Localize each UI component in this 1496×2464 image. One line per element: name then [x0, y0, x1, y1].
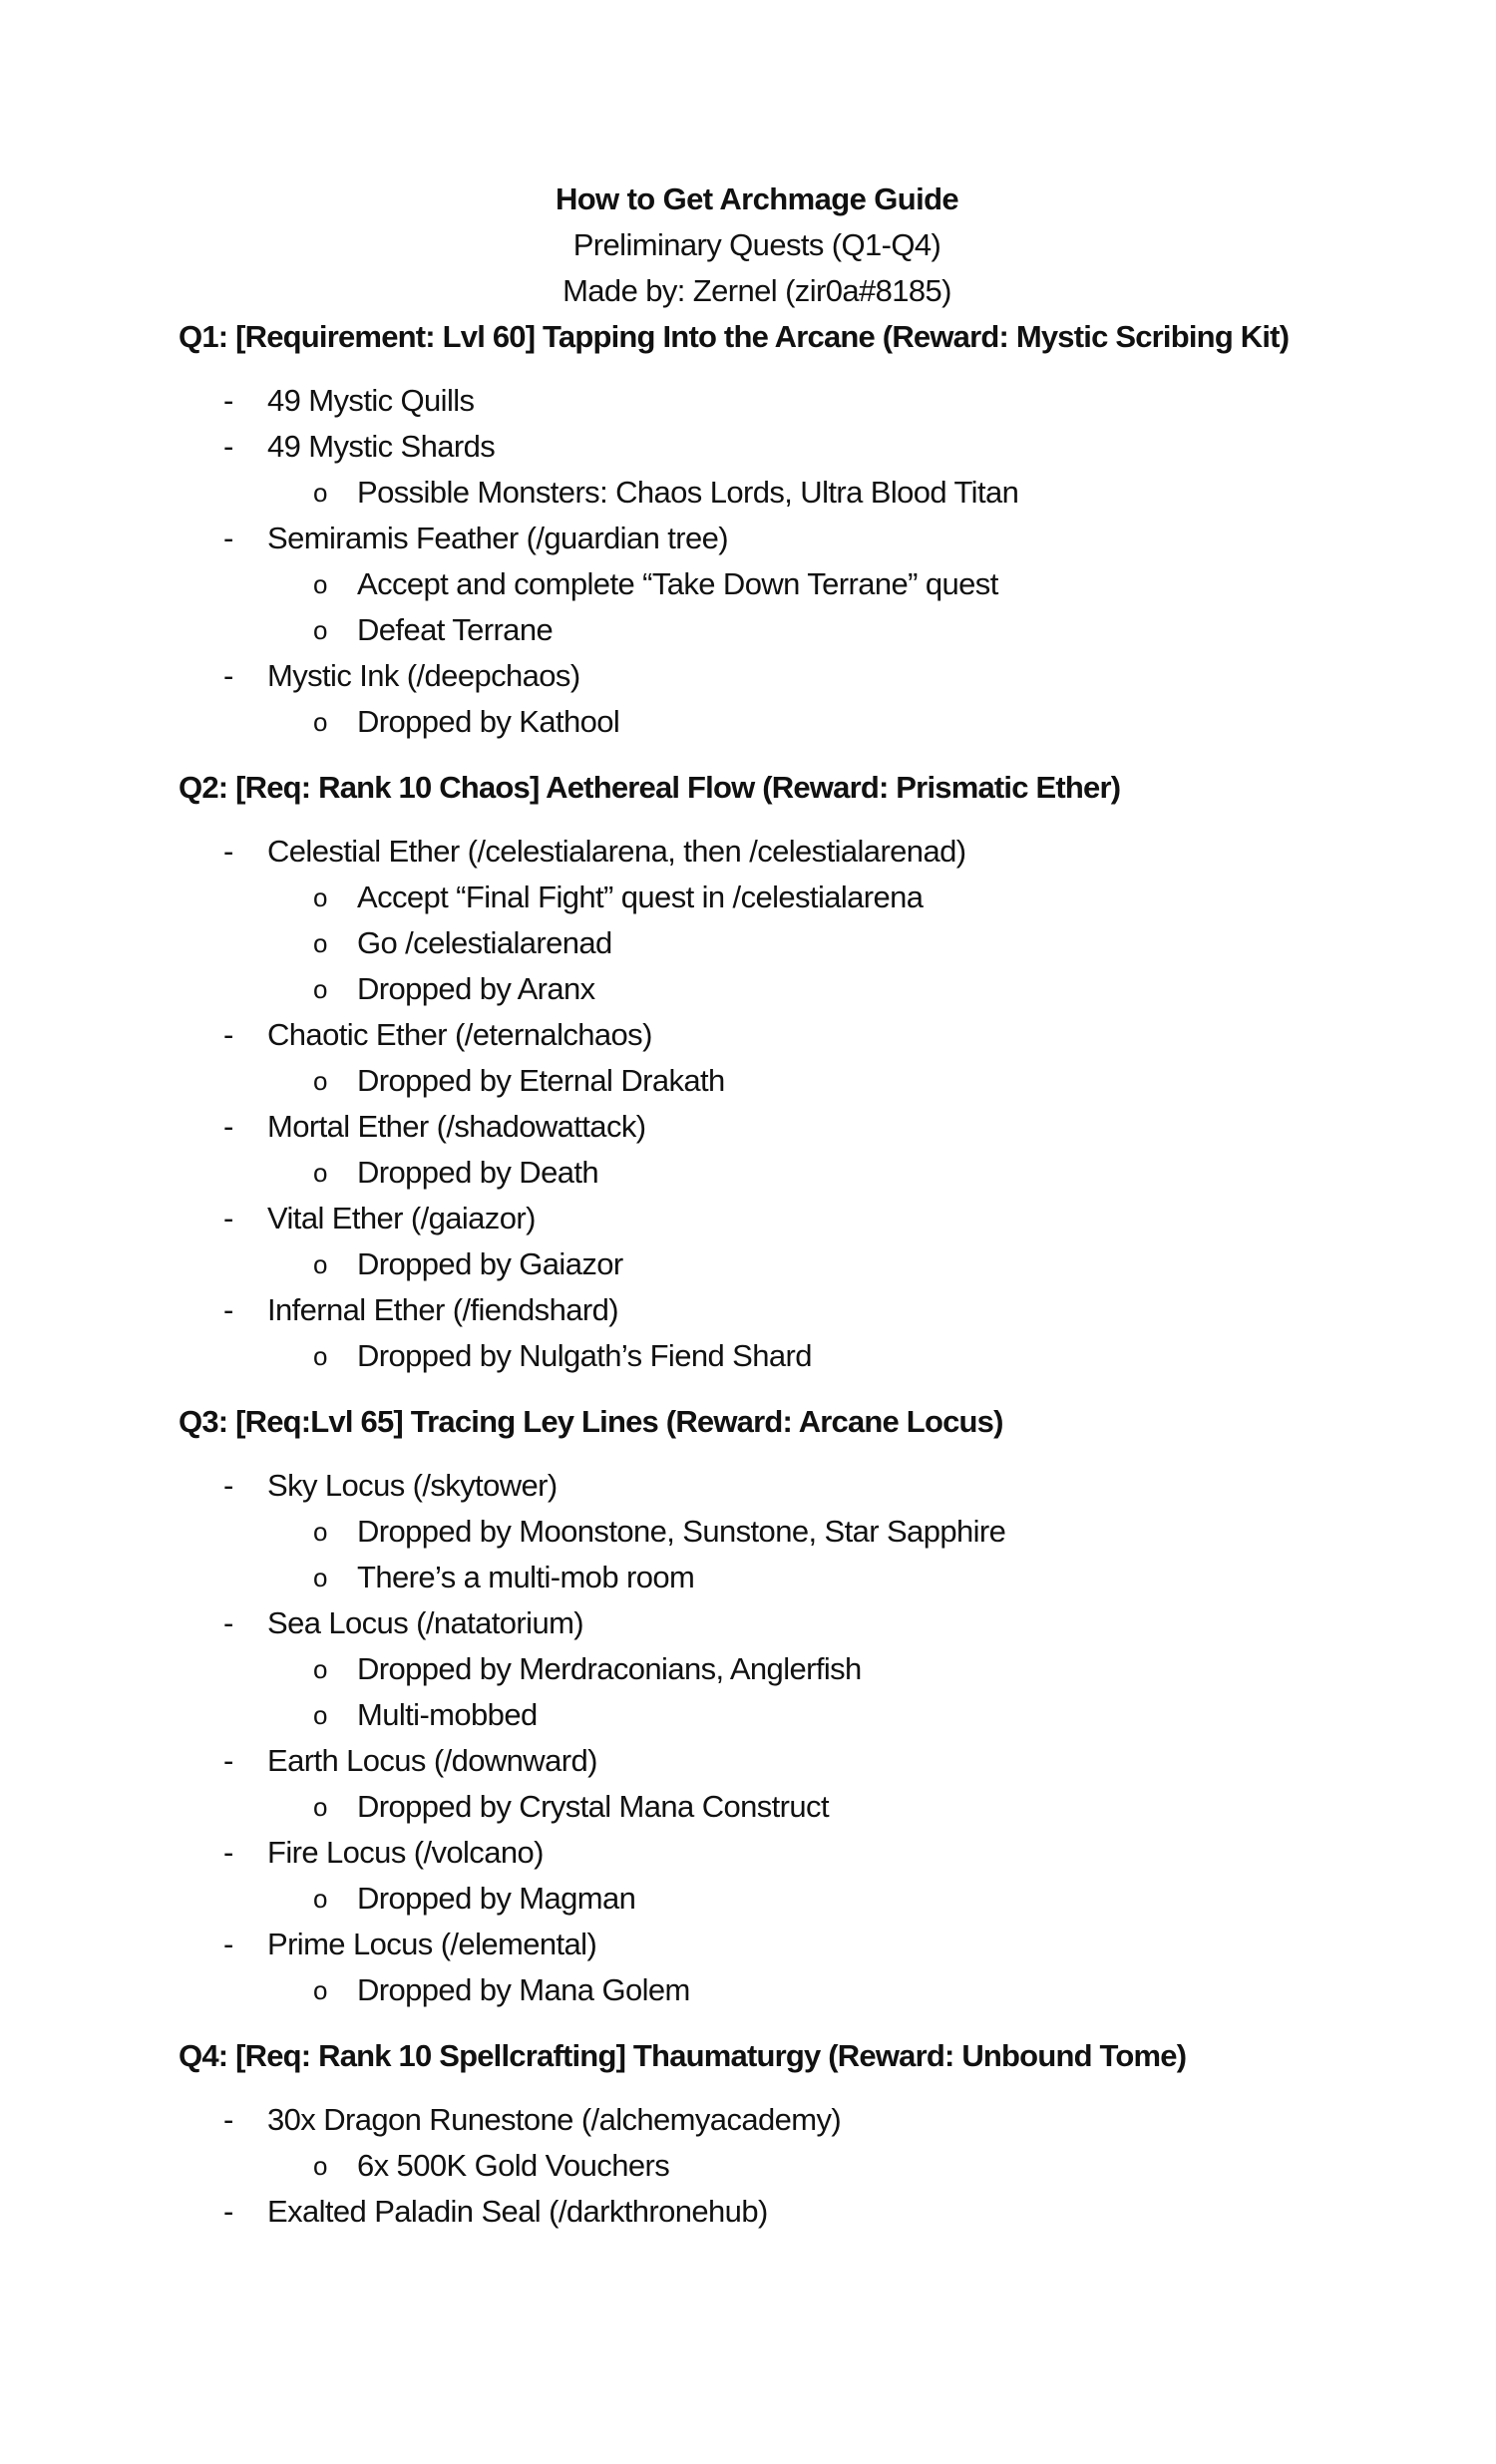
dash-bullet-icon: -	[223, 429, 233, 464]
quest-section	[179, 765, 1335, 1379]
list-item-text: Chaotic Ether (/eternalchaos)	[267, 1017, 652, 1052]
sub-list-item-text: Go /celestialarenad	[357, 925, 612, 960]
sub-list-item-text: Dropped by Merdraconians, Anglerfish	[357, 1651, 862, 1686]
circle-bullet-icon: o	[313, 569, 327, 599]
sub-list-item	[179, 1555, 1335, 1600]
list-item	[179, 1196, 1335, 1241]
dash-bullet-icon: -	[223, 2194, 233, 2229]
sub-list-item	[179, 1333, 1335, 1379]
dash-bullet-icon: -	[223, 1292, 233, 1327]
circle-bullet-icon: o	[313, 1249, 327, 1279]
dash-bullet-icon: -	[223, 658, 233, 693]
sub-list-item	[179, 875, 1335, 920]
sub-list-item-text: Dropped by Nulgath’s Fiend Shard	[357, 1338, 812, 1373]
dash-bullet-icon: -	[223, 2102, 233, 2137]
dash-bullet-icon: -	[223, 1835, 233, 1870]
list-item	[179, 829, 1335, 875]
quest-section	[179, 2033, 1335, 2235]
sub-list-item	[179, 966, 1335, 1012]
dash-bullet-icon: -	[223, 1109, 233, 1144]
sub-list-item-text: Dropped by Gaiazor	[357, 1246, 623, 1281]
list-item-text: Sky Locus (/skytower)	[267, 1468, 558, 1503]
circle-bullet-icon: o	[313, 1654, 327, 1684]
sub-list-item	[179, 470, 1335, 516]
sub-list-item-text: Dropped by Moonstone, Sunstone, Star Sapphire	[357, 1514, 1006, 1549]
list-item-text: Exalted Paladin Seal (/darkthronehub)	[267, 2194, 768, 2229]
list-item-text: Mortal Ether (/shadowattack)	[267, 1109, 646, 1144]
document-subtitle: Preliminary Quests (Q1-Q4)	[572, 227, 941, 262]
sub-list-item	[179, 1058, 1335, 1104]
sub-list-item-text: Dropped by Aranx	[357, 971, 595, 1006]
sub-list-item	[179, 1646, 1335, 1692]
quest-heading: Q3: [Req:Lvl 65] Tracing Ley Lines (Reward: Arcane Locus)	[179, 1404, 1003, 1439]
circle-bullet-icon: o	[313, 1792, 327, 1822]
circle-bullet-icon: o	[313, 1975, 327, 2005]
sub-list-item-text: Possible Monsters: Chaos Lords, Ultra Blood Titan	[357, 475, 1019, 510]
circle-bullet-icon: o	[313, 478, 327, 508]
quest-section	[179, 314, 1335, 745]
sub-list-item-text: Accept “Final Fight” quest in /celestialarena	[357, 880, 924, 914]
sub-list-item	[179, 1150, 1335, 1196]
list-item-text: Prime Locus (/elemental)	[267, 1927, 597, 1961]
list-item	[179, 378, 1335, 424]
sub-list-item-text: There’s a multi-mob room	[357, 1560, 695, 1594]
quest-heading: Q2: [Req: Rank 10 Chaos] Aethereal Flow (Reward: Prismatic Ether)	[179, 770, 1121, 805]
circle-bullet-icon: o	[313, 1341, 327, 1371]
dash-bullet-icon: -	[223, 1017, 233, 1052]
dash-bullet-icon: -	[223, 521, 233, 555]
list-item-text: Infernal Ether (/fiendshard)	[267, 1292, 618, 1327]
list-item	[179, 1012, 1335, 1058]
sub-list-item-text: Dropped by Eternal Drakath	[357, 1063, 725, 1098]
sub-list-item	[179, 1241, 1335, 1287]
dash-bullet-icon: -	[223, 1468, 233, 1503]
sub-list-item-text: 6x 500K Gold Vouchers	[357, 2148, 670, 2183]
dash-bullet-icon: -	[223, 1605, 233, 1640]
sub-list-item	[179, 1967, 1335, 2013]
list-item	[179, 516, 1335, 561]
sub-list-item	[179, 607, 1335, 653]
list-item-text: Fire Locus (/volcano)	[267, 1835, 544, 1870]
sub-list-item-text: Multi-mobbed	[357, 1697, 538, 1732]
circle-bullet-icon: o	[313, 707, 327, 737]
sub-list-item	[179, 1692, 1335, 1738]
list-item-text: 30x Dragon Runestone (/alchemyacademy)	[267, 2102, 842, 2137]
sub-list-item-text: Dropped by Death	[357, 1155, 599, 1190]
list-item	[179, 1287, 1335, 1333]
document-title: How to Get Archmage Guide	[555, 181, 959, 216]
circle-bullet-icon: o	[313, 2151, 327, 2181]
dash-bullet-icon: -	[223, 383, 233, 418]
dash-bullet-icon: -	[223, 1743, 233, 1778]
sub-list-item	[179, 699, 1335, 745]
sub-list-item-text: Dropped by Kathool	[357, 704, 620, 739]
quest-heading: Q1: [Requirement: Lvl 60] Tapping Into the Arcane (Reward: Mystic Scribing Kit)	[179, 319, 1290, 354]
requirement-list	[179, 829, 1335, 1379]
list-item-text: Earth Locus (/downward)	[267, 1743, 597, 1778]
circle-bullet-icon: o	[313, 1563, 327, 1592]
list-item-text: 49 Mystic Quills	[267, 383, 475, 418]
dash-bullet-icon: -	[223, 834, 233, 869]
requirement-list	[179, 1463, 1335, 2013]
list-item	[179, 1600, 1335, 1646]
circle-bullet-icon: o	[313, 1158, 327, 1188]
sub-list-item	[179, 920, 1335, 966]
list-item	[179, 653, 1335, 699]
document-page	[179, 176, 1335, 2235]
list-item-text: Celestial Ether (/celestialarena, then /celestialarenad)	[267, 834, 966, 869]
list-item	[179, 424, 1335, 470]
sub-list-item-text: Accept and complete “Take Down Terrane” quest	[357, 566, 998, 601]
circle-bullet-icon: o	[313, 974, 327, 1004]
list-item	[179, 2189, 1335, 2235]
list-item-text: Mystic Ink (/deepchaos)	[267, 658, 580, 693]
quest-heading: Q4: [Req: Rank 10 Spellcrafting] Thaumaturgy (Reward: Unbound Tome)	[179, 2038, 1187, 2073]
dash-bullet-icon: -	[223, 1201, 233, 1235]
circle-bullet-icon: o	[313, 882, 327, 912]
circle-bullet-icon: o	[313, 1517, 327, 1547]
list-item	[179, 1830, 1335, 1876]
list-item-text: Semiramis Feather (/guardian tree)	[267, 521, 729, 555]
list-item	[179, 1104, 1335, 1150]
list-item-text: 49 Mystic Shards	[267, 429, 496, 464]
document-author: Made by: Zernel (zir0a#8185)	[562, 273, 951, 308]
list-item	[179, 1738, 1335, 1784]
requirement-list	[179, 378, 1335, 745]
list-item-text: Vital Ether (/gaiazor)	[267, 1201, 536, 1235]
circle-bullet-icon: o	[313, 615, 327, 645]
sub-list-item	[179, 1784, 1335, 1830]
circle-bullet-icon: o	[313, 1884, 327, 1914]
sub-list-item	[179, 1876, 1335, 1922]
dash-bullet-icon: -	[223, 1927, 233, 1961]
circle-bullet-icon: o	[313, 1066, 327, 1096]
circle-bullet-icon: o	[313, 928, 327, 958]
sub-list-item	[179, 1509, 1335, 1555]
list-item	[179, 1922, 1335, 1967]
quest-section	[179, 1399, 1335, 2013]
sub-list-item-text: Dropped by Magman	[357, 1881, 636, 1916]
sub-list-item	[179, 561, 1335, 607]
sub-list-item	[179, 2143, 1335, 2189]
requirement-list	[179, 2097, 1335, 2235]
sub-list-item-text: Dropped by Mana Golem	[357, 1972, 690, 2007]
list-item	[179, 1463, 1335, 1509]
sub-list-item-text: Dropped by Crystal Mana Construct	[357, 1789, 829, 1824]
sub-list-item-text: Defeat Terrane	[357, 612, 554, 647]
list-item-text: Sea Locus (/natatorium)	[267, 1605, 584, 1640]
quest-sections	[179, 314, 1335, 2235]
list-item	[179, 2097, 1335, 2143]
circle-bullet-icon: o	[313, 1700, 327, 1730]
